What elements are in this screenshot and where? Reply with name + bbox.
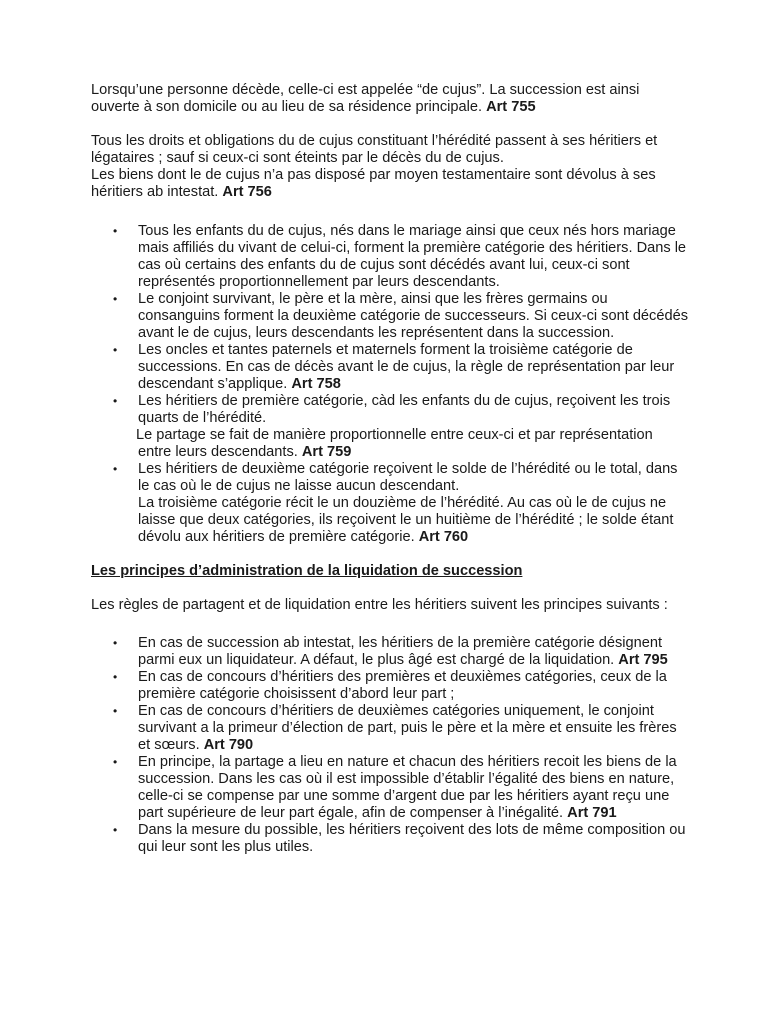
list-principes [91, 635, 688, 856]
bullet-icon: • [113, 636, 118, 650]
list-categories [91, 223, 688, 546]
list-item: • En principe, la partage a lieu en nature et chacun des héritiers recoit les biens de la succession. Dans les cas où il est impossible d’établir l’égalité des biens en nature, celle-ci se compense par une somme d’argent due par les héritiers ayant reçu une part supérieure de leur part égale, afin de compenser à l’inégalité. Art 791 [113, 754, 677, 821]
article-ref: Art 790 [203, 737, 254, 753]
bullet-icon: • [113, 755, 118, 769]
article-ref: Art 760 [418, 529, 469, 545]
list-item: • Les héritiers de première catégorie, càd les enfants du de cujus, reçoivent les trois quarts de l’hérédité. Le partage se fait de manière proportionnelle entre ceux-ci et par représentation entre leurs descendants. Art 759 [113, 393, 671, 460]
list-item: • En cas de succession ab intestat, les héritiers de la première catégorie désignent parmi eux un liquidateur. A défaut, le plus âgé est chargé de la liquidation. Art 795 [113, 635, 668, 668]
list-item: • Les héritiers de deuxième catégorie reçoivent le solde de l’hérédité ou le total, dans le cas où le de cujus ne laisse aucun descendant. La troisième catégorie récit le un douzième de l’hérédité. Au cas où le de cujus ne laisse que deux catégories, ils reçoivent le un huitième de l’hérédité ; le solde étant dévolu aux héritiers de première catégorie. Art 760 [113, 461, 678, 545]
bullet-icon: • [113, 823, 118, 837]
article-ref: Art 755 [486, 99, 536, 115]
bullet-icon: • [113, 394, 118, 408]
list-item: • Tous les enfants du de cujus, nés dans le mariage ainsi que ceux nés hors mariage mais affiliés du vivant de celui-ci, forment la première catégorie des héritiers. Dans le cas où certains des enfants du de cujus sont décédés avant lui, ceux-ci sont représentés proportionnellement par leurs descendants. [113, 223, 687, 290]
paragraph-principes: Les règles de partagent et de liquidation entre les héritiers suivent les principes suivants : [91, 597, 668, 613]
bullet-icon: • [113, 462, 118, 476]
list-item: • Dans la mesure du possible, les héritiers reçoivent des lots de même composition ou qui leur sont les plus utiles. [113, 822, 686, 855]
article-ref: Art 791 [567, 805, 617, 821]
article-ref: Art 756 [222, 184, 272, 200]
bullet-icon: • [113, 670, 118, 684]
list-item: • En cas de concours d’héritiers des premières et deuxièmes catégories, ceux de la première catégorie choisissent d’abord leur part ; [113, 669, 667, 702]
article-ref: Art 759 [301, 444, 352, 460]
bullet-icon: • [113, 343, 118, 357]
list-item: • Les oncles et tantes paternels et maternels forment la troisième catégorie de successions. En cas de décès avant le de cujus, la règle de représentation par leur descendant s’applique. Art 758 [113, 342, 675, 392]
bullet-icon: • [113, 224, 118, 238]
paragraph-heredite: Tous les droits et obligations du de cujus constituant l’hérédité passent à ses héritiers et légataires ; sauf si ceux-ci sont éteints par le décès du de cujus. Les biens dont le de cujus n’a pas disposé par moyen testamentaire sont dévolus à ses héritiers ab intestat. Art 756 [91, 133, 658, 200]
list-item: • Le conjoint survivant, le père et la mère, ainsi que les frères germains ou consanguins forment la deuxième catégorie de successeurs. Si ceux-ci sont décédés avant le de cujus, leurs descendants les représentent dans la succession. [113, 291, 688, 341]
list-item: • En cas de concours d’héritiers de deuxièmes catégories uniquement, le conjoint survivant a la primeur d’élection de part, puis le père et la mère et ensuite les frères et sœurs. Art 790 [113, 703, 677, 753]
bullet-icon: • [113, 292, 118, 306]
section-heading: Les principes d’administration de la liquidation de succession [91, 563, 523, 579]
paragraph-de-cujus: Lorsqu’une personne décède, celle-ci est appelée “de cujus”. La succession est ainsi ouverte à son domicile ou au lieu de sa résidence principale. Art 755 [91, 82, 640, 115]
article-ref: Art 795 [618, 652, 668, 668]
bullet-icon: • [113, 704, 118, 718]
article-ref: Art 758 [291, 376, 341, 392]
